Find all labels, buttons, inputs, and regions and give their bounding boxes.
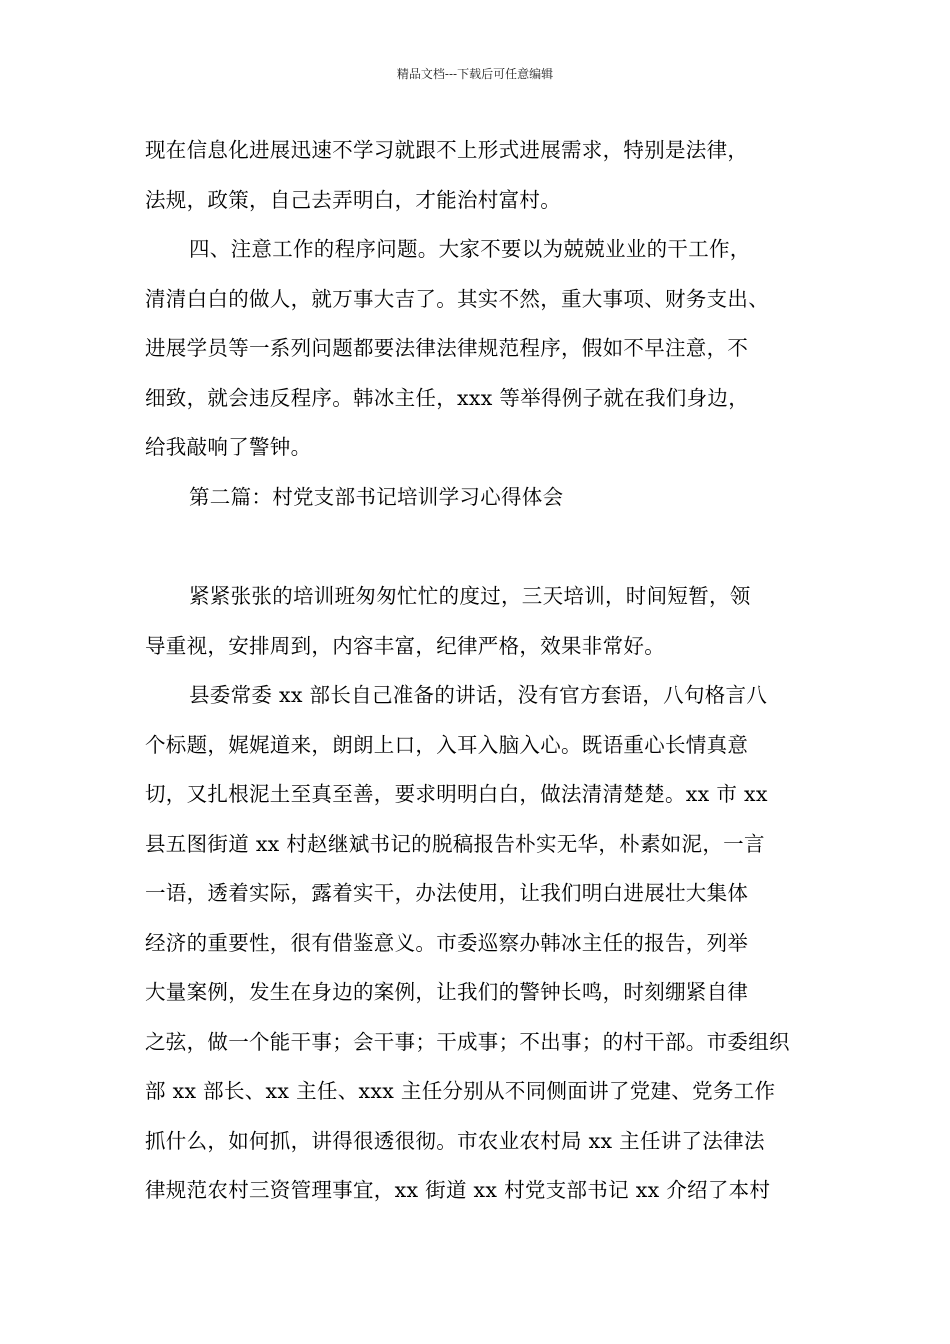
text-line: 清清白白的做人，就万事大吉了。其实不然，重大事项、财务支出、 — [145, 286, 769, 311]
text-line: 县委常委 xx 部长自己准备的讲话，没有官方套语，八句格言八 — [189, 683, 768, 707]
text-line: 切，又扎根泥土至真至善，要求明明白白，做法清清楚楚。xx 市 xx — [145, 782, 768, 806]
text-line: 部 xx 部长、xx 主任、xxx 主任分别从不同侧面讲了党建、党务工作 — [145, 1079, 776, 1103]
text-line: 律规范农村三资管理事宜，xx 街道 xx 村党支部书记 xx 介绍了本村 — [145, 1178, 771, 1202]
paragraph-gap — [145, 522, 825, 572]
text-line: 给我敲响了警钟。 — [145, 435, 312, 459]
text-line: 经济的重要性，很有借鉴意义。市委巡察办韩冰主任的报告，列举 — [145, 930, 749, 955]
section-four-heading-line: 四、注意工作的程序问题。大家不要以为兢兢业业的干工作， — [189, 237, 751, 261]
text-line: 个标题，娓娓道来，朗朗上口，入耳入脑入心。既语重心长情真意 — [145, 732, 749, 757]
text-line: 抓什么，如何抓，讲得很透很彻。市农业农村局 xx 主任讲了法律法 — [145, 1128, 765, 1153]
text-line: 县五图街道 xx 村赵继斌书记的脱稿报告朴实无华，朴素如泥，一言 — [145, 831, 765, 856]
text-line: 紧紧张张的培训班匆匆忙忙的度过，三天培训，时间短暂，领 — [189, 584, 751, 608]
text-line: 进展学员等一系列问题都要法律法律规范程序，假如不早注意，不 — [145, 336, 749, 360]
text-line: 导重视，安排周到，内容丰富，纪律严格，效果非常好。 — [145, 633, 665, 658]
text-line: 一语，透着实际，露着实干，办法使用，让我们明白进展壮大集体 — [145, 881, 749, 905]
text-line: 法规，政策，自己去弄明白，才能治村富村。 — [145, 187, 561, 212]
text-line: 现在信息化进展迅速不学习就跟不上形式进展需求，特别是法律， — [145, 138, 749, 162]
text-line: 细致，就会违反程序。韩冰主任，xxx 等举得例子就在我们身边， — [145, 385, 749, 410]
article-title: 第二篇：村党支部书记培训学习心得体会 — [189, 484, 564, 509]
text-line: 大量案例，发生在身边的案例，让我们的警钟长鸣，时刻绷紧自律 — [145, 980, 749, 1004]
document-body — [145, 126, 825, 1216]
text-line: 之弦，做一个能干事；会干事；干成事；不出事；的村干部。市委组织 — [145, 1029, 790, 1054]
page-header: 精品文档---下载后可任意编辑 — [396, 67, 554, 81]
